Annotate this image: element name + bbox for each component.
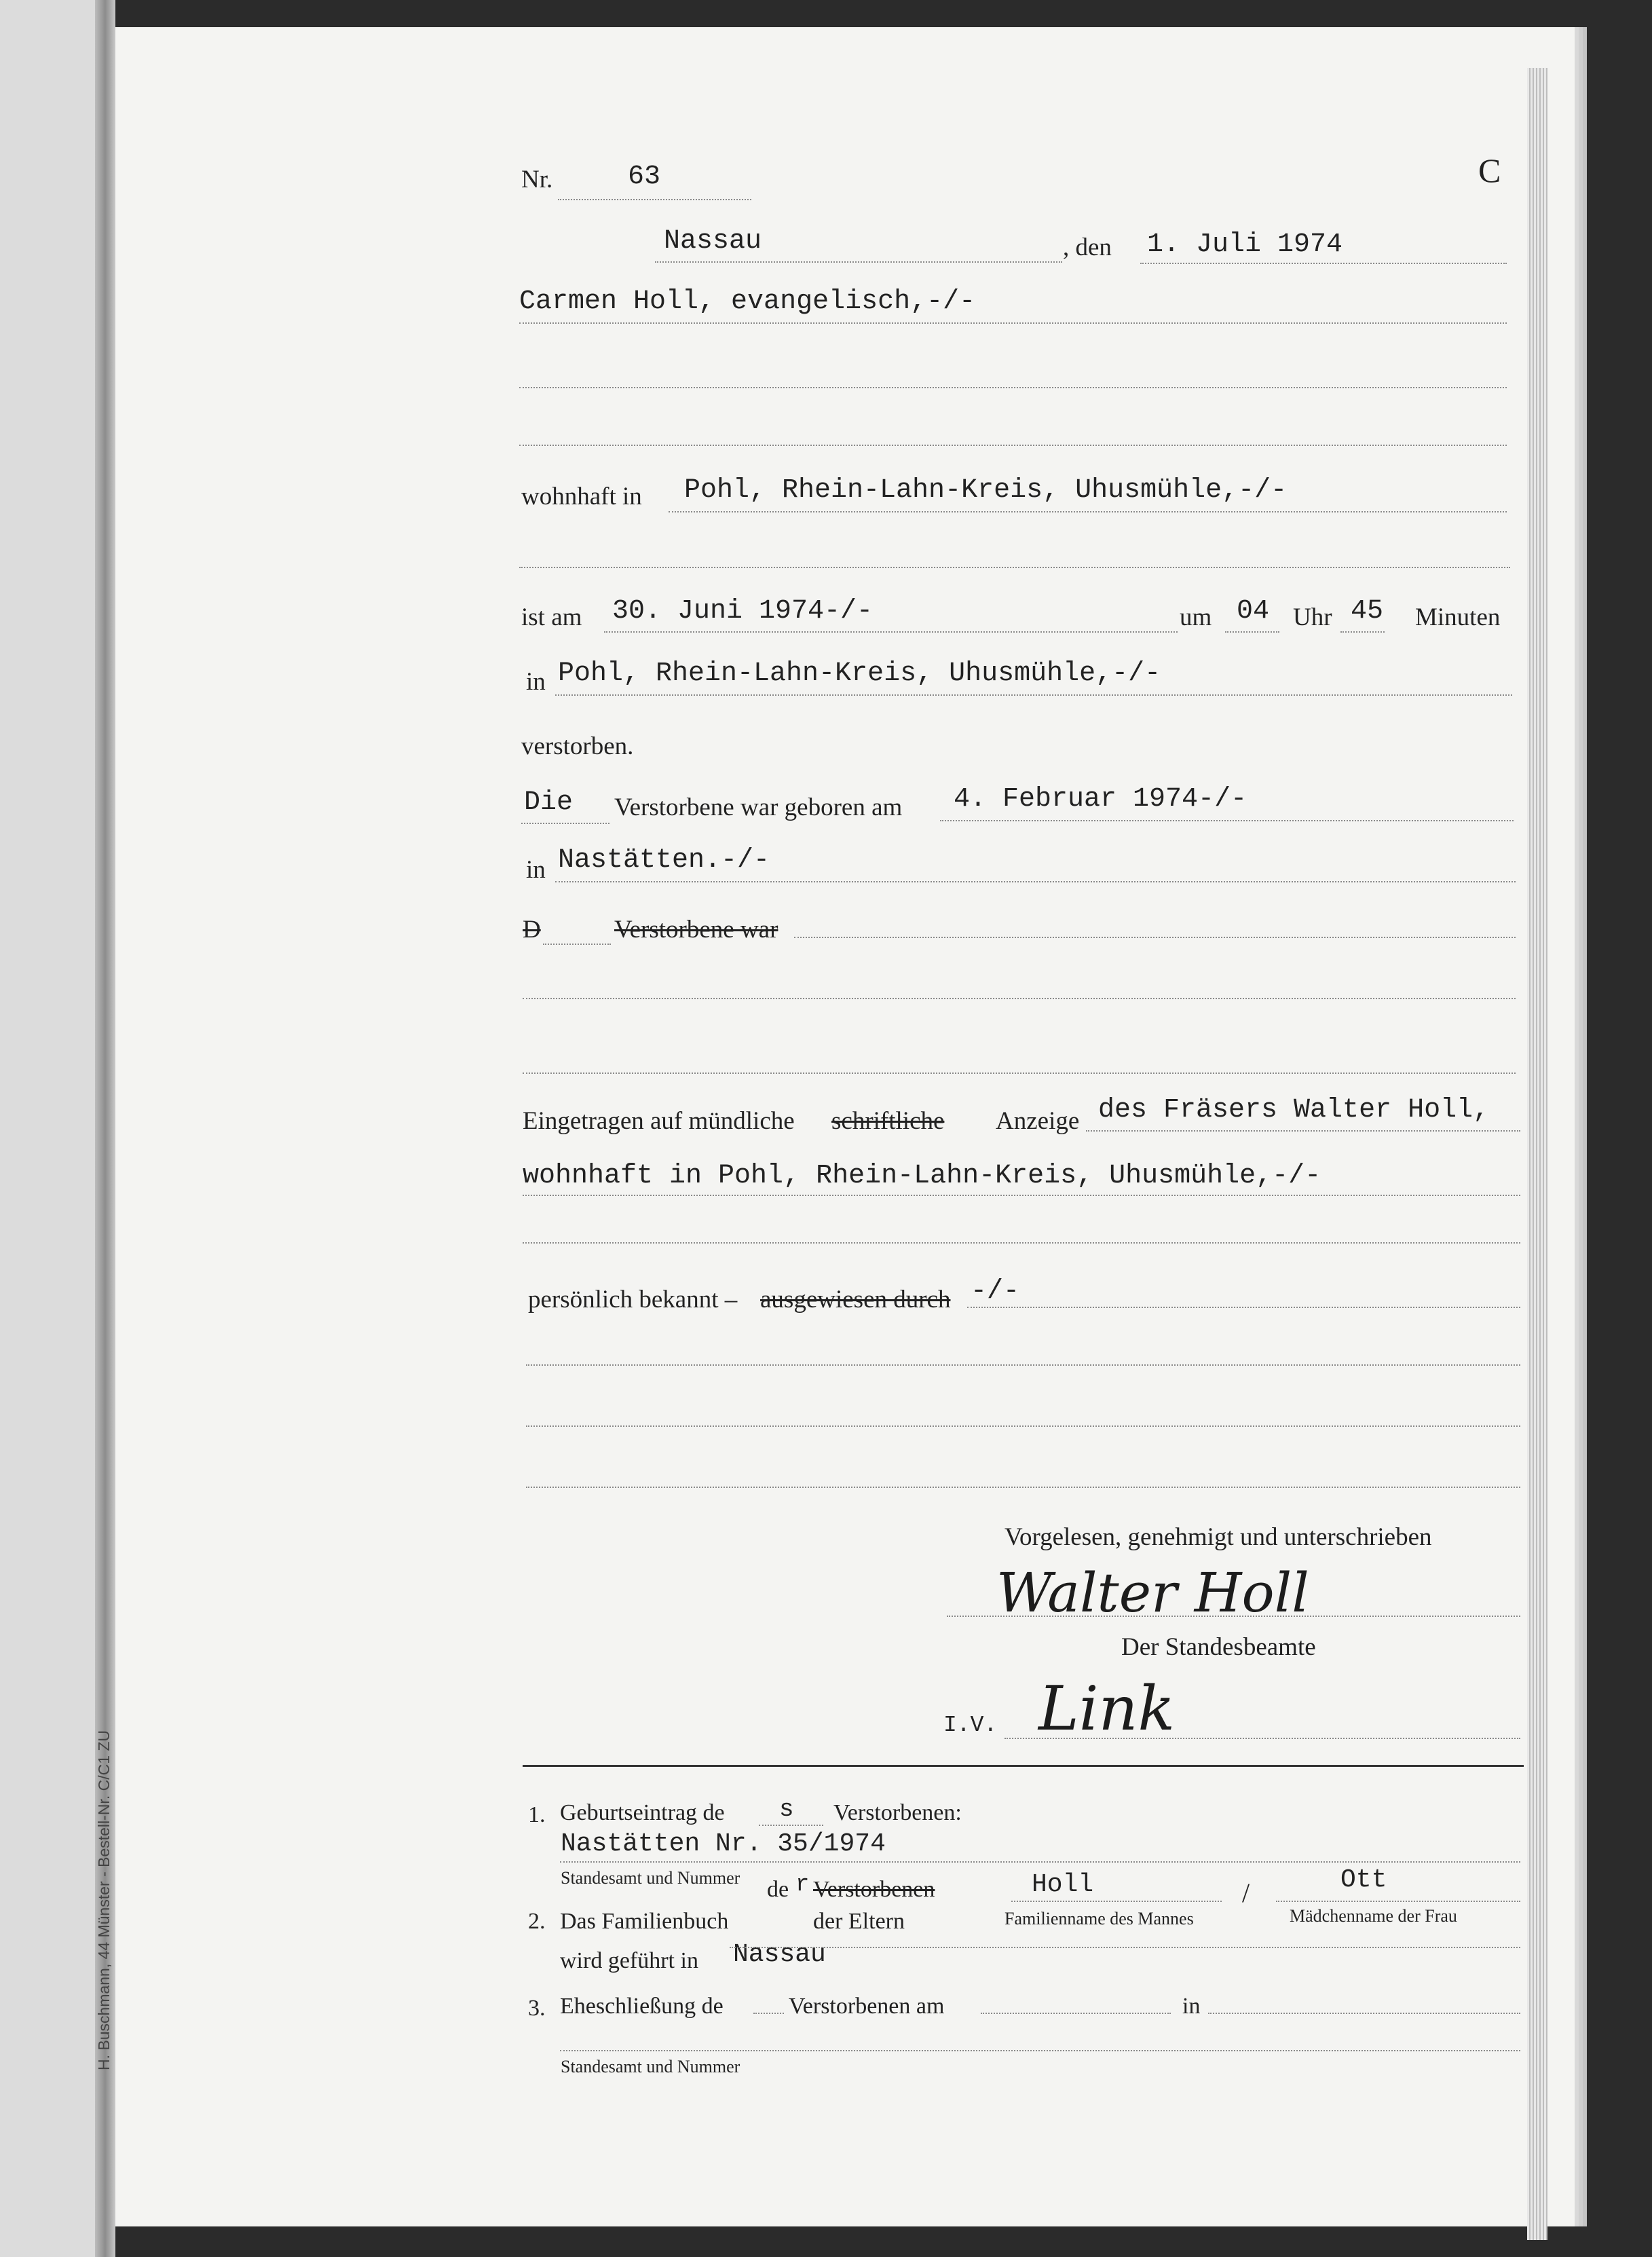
person-name-line: Carmen Holl, evangelisch,-/- <box>519 286 976 317</box>
struck-d: D <box>523 916 541 944</box>
husband-name: Holl <box>1032 1870 1094 1899</box>
maedchenname-label: Mädchenname der Frau <box>1290 1906 1457 1926</box>
blank-line-4 <box>526 1425 1520 1427</box>
ausgewiesen-struck: ausgewiesen durch <box>760 1286 951 1313</box>
registrar-signature: Link <box>1038 1673 1176 1745</box>
nr-label: Nr. <box>521 166 553 193</box>
informant-line-2-rule <box>523 1195 1520 1196</box>
item2-label: Das Familienbuch <box>560 1909 729 1934</box>
minutes-line <box>1340 631 1385 633</box>
person-line-3 <box>519 445 1507 446</box>
place-value: Nassau <box>664 226 762 257</box>
item2-verstorbenen-struck: Verstorbenen <box>813 1877 935 1902</box>
die-value: Die <box>524 787 574 818</box>
struck-line <box>794 937 1516 938</box>
wohnhaft-label: wohnhaft in <box>521 483 642 510</box>
death-place-value: Pohl, Rhein-Lahn-Kreis, Uhusmühle,-/- <box>558 658 1161 689</box>
item1-line <box>560 1861 1520 1863</box>
item3-date-line <box>981 2013 1171 2014</box>
death-hour: 04 <box>1237 596 1270 627</box>
item3-place-line <box>1208 2013 1520 2014</box>
death-date-value: 30. Juni 1974-/- <box>612 596 874 627</box>
death-in-label: in <box>526 668 546 696</box>
hour-line <box>1225 631 1279 633</box>
date-line <box>1140 263 1507 264</box>
printer-imprint: H. Buschmann, 44 Münster - Bestell-Nr. C/C1 ZU <box>95 1730 113 2070</box>
um-label: um <box>1180 603 1212 631</box>
item3-de-line <box>753 2013 784 2014</box>
name-separator: / <box>1242 1878 1250 1908</box>
birth-place-line <box>555 881 1516 882</box>
item3-standesamt-line <box>560 2050 1520 2051</box>
gefuehrt-value: Nassau <box>733 1940 826 1969</box>
gefuehrt-line <box>730 1947 1520 1948</box>
struck-verstorbene-war: Verstorbene war <box>614 916 778 944</box>
bekannt-label: persönlich bekannt – <box>528 1286 738 1313</box>
birth-date-value: 4. Februar 1974-/- <box>954 784 1247 815</box>
item1-label: Geburtseintrag de <box>560 1800 725 1825</box>
item1-suffix: Verstorbenen: <box>833 1800 962 1825</box>
wife-name: Ott <box>1340 1865 1387 1895</box>
informant-signature: Walter Holl <box>996 1561 1309 1624</box>
person-line-1 <box>519 322 1507 324</box>
place-line <box>655 261 1062 263</box>
informant-line-2: wohnhaft in Pohl, Rhein-Lahn-Kreis, Uhusmühle,-/- <box>523 1161 1321 1191</box>
item2-num: 2. <box>528 1909 546 1934</box>
iv-label: I.V. <box>943 1713 998 1738</box>
struck-d-line <box>543 944 611 945</box>
wohnhaft-line-2 <box>519 567 1510 568</box>
birth-in-label: in <box>526 856 546 884</box>
standesamt-label-2: Standesamt und Nummer <box>561 2057 740 2076</box>
blank-line-5 <box>526 1487 1520 1488</box>
item3-label: Eheschließung de <box>560 1994 724 2019</box>
gefuehrt-label: wird geführt in <box>560 1948 698 1973</box>
vorgelesen-label: Vorgelesen, genehmigt und unterschrieben <box>1005 1523 1432 1551</box>
blank-line-3 <box>526 1364 1520 1366</box>
bekannt-line <box>967 1307 1520 1308</box>
minuten-label: Minuten <box>1415 603 1501 631</box>
birth-date-line <box>940 820 1514 821</box>
bekannt-value: -/- <box>971 1276 1020 1307</box>
standesamt-label-1: Standesamt und Nummer <box>561 1868 740 1888</box>
den-label: , den <box>1063 234 1112 261</box>
item1-value: Nastätten Nr. 35/1974 <box>561 1829 886 1859</box>
item3-mid: Verstorbenen am <box>789 1994 945 2019</box>
geboren-label: Verstorbene war geboren am <box>614 794 903 821</box>
blank-line-1 <box>523 998 1516 999</box>
page-edges <box>1527 68 1547 2240</box>
schriftliche-struck: schriftliche <box>831 1107 945 1135</box>
date-value: 1. Juli 1974 <box>1147 229 1343 260</box>
informant-line-1-rule <box>1086 1130 1520 1132</box>
item3-in: in <box>1182 1994 1201 2019</box>
signature-line-2 <box>1005 1738 1520 1739</box>
uhr-label: Uhr <box>1293 603 1332 631</box>
die-line <box>521 823 609 824</box>
footer-separator <box>523 1765 1524 1767</box>
item1-fill: s <box>779 1795 794 1823</box>
death-minutes: 45 <box>1351 596 1384 627</box>
informant-line-3-rule <box>523 1242 1520 1244</box>
blank-line-2 <box>523 1072 1516 1074</box>
nr-line <box>558 199 751 200</box>
informant-line-1: des Fräsers Walter Holl, <box>1098 1095 1490 1125</box>
item3-num: 3. <box>528 1996 546 2021</box>
item1-fill-line <box>759 1825 823 1826</box>
death-date-line <box>604 631 1178 633</box>
signature-line-1 <box>947 1616 1520 1617</box>
familienname-label: Familienname des Mannes <box>1005 1909 1194 1928</box>
wohnhaft-value: Pohl, Rhein-Lahn-Kreis, Uhusmühle,-/- <box>684 475 1288 506</box>
left-page-background <box>0 0 109 2257</box>
nr-value: 63 <box>628 162 661 192</box>
item1-num: 1. <box>528 1802 546 1827</box>
item2-de: de <box>767 1877 789 1902</box>
ist-am-label: ist am <box>521 603 582 631</box>
item2-eltern: der Eltern <box>813 1909 905 1934</box>
husband-line <box>1011 1901 1222 1902</box>
standesbeamte-label: Der Standesbeamte <box>1121 1633 1316 1661</box>
birth-place-value: Nastätten.-/- <box>558 845 770 876</box>
anzeige-label: Anzeige <box>996 1107 1080 1135</box>
wohnhaft-line <box>669 511 1507 512</box>
death-place-line <box>555 694 1512 696</box>
item2-r: r <box>795 1872 810 1898</box>
eingetragen-label: Eingetragen auf mündliche <box>523 1107 795 1135</box>
verstorben-label: verstorben. <box>521 732 634 760</box>
wife-line <box>1276 1901 1520 1902</box>
person-line-2 <box>519 387 1507 388</box>
form-letter: C <box>1478 151 1501 189</box>
